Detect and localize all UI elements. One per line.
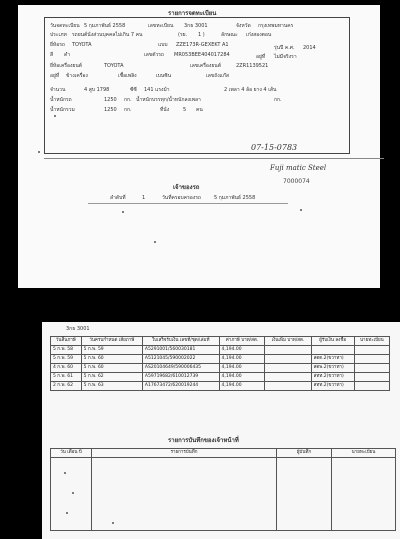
cell <box>265 373 311 382</box>
cell <box>265 355 311 364</box>
col-header: วัน เดือน ปี <box>51 449 92 458</box>
engine-no: 2ZR1139521 <box>236 63 269 69</box>
cell: 5 ก.พ. 58 <box>51 346 82 355</box>
col-header: ผู้บันทึก <box>277 449 332 458</box>
speck <box>154 241 156 243</box>
cell: 5 ก.พ. 60 <box>81 364 142 373</box>
weight-unit: กก. <box>124 97 132 103</box>
frame-divider <box>44 158 384 159</box>
table-row <box>51 364 390 373</box>
col-header: วันสิ้นภาษี <box>51 337 82 346</box>
owner-date-label: วันที่ครอบครองรถ <box>162 195 201 201</box>
owner-title: เจ้าของรถ <box>173 184 200 191</box>
table-row <box>51 346 390 355</box>
stamp-number: 7000074 <box>283 178 310 185</box>
cc-label: ซีซี <box>130 87 137 93</box>
brand: TOYOTA <box>72 42 92 48</box>
seats: 5 <box>183 107 187 113</box>
cell: 4,194.00 <box>219 346 265 355</box>
fuel: เบนซิน <box>156 73 172 79</box>
table-row <box>51 373 390 382</box>
speck <box>38 151 40 153</box>
engine-brand-label: ยี่ห้อเครื่องยนต์ <box>50 63 83 69</box>
weight: 1250 <box>104 97 117 103</box>
col-header: ค่าภาษี บาท/สต. <box>219 337 265 346</box>
handwritten-number: 07-15-0783 <box>251 143 298 152</box>
axle: 2 เพลา 4 ล้อ ยาง 4 เส้น <box>224 87 277 93</box>
total: 1250 <box>104 107 117 113</box>
tax-header-row <box>51 337 390 346</box>
handwritten-note: Fuji matic Steel <box>270 164 327 172</box>
speck <box>122 211 124 213</box>
cell: A5121045/590002022 <box>142 355 219 364</box>
cell: 5 ก.พ. 59 <box>81 346 142 355</box>
chassis: MR053BEE404017284 <box>174 52 230 58</box>
chassis-label: เลขตัวรถ <box>144 52 164 58</box>
cell: สทท.2(ขวาทา) <box>311 373 354 382</box>
cell <box>354 382 389 391</box>
gas-label: เลขถังแก๊ส <box>206 73 229 79</box>
speck <box>112 522 114 524</box>
reg-date: 5 กุมภาพันธ์ 2558 <box>84 23 126 29</box>
province-label: จังหวัด <box>236 23 251 29</box>
cell: 5 ก.พ. 59 <box>51 355 82 364</box>
location-label: อยู่ที่ <box>256 54 266 60</box>
col-header: ผู้รับเงิน ลงชื่อ <box>311 337 354 346</box>
cell: 4,194.00 <box>219 373 265 382</box>
owner-date: 5 กุมภาพันธ์ 2558 <box>214 195 256 201</box>
fuel-label: เชื้อเพลิง <box>118 73 137 79</box>
cell <box>354 373 389 382</box>
cell: 5 ก.พ. 63 <box>81 382 142 391</box>
cell: A17673472/620019244 <box>142 382 219 391</box>
cell <box>354 364 389 373</box>
hp: 141 แรงม้า <box>144 87 170 93</box>
speck <box>300 209 302 211</box>
owner-underline <box>88 203 288 204</box>
rod-value: 1 ) <box>198 32 205 38</box>
speck <box>72 492 74 494</box>
cell <box>311 346 354 355</box>
frame-bottom <box>44 153 350 154</box>
cell <box>265 364 311 373</box>
total-unit: กก. <box>124 107 132 113</box>
plate: 3กธ 3001 <box>184 23 208 29</box>
table-row <box>51 382 390 391</box>
cell <box>354 346 389 355</box>
cell: 5 ก.พ. 61 <box>51 373 82 382</box>
type-value: รถยนต์นั่งส่วนบุคคลไม่เกิน 7 คน <box>72 32 143 38</box>
rod-label: (รย. <box>178 32 188 38</box>
total-label: น้ำหนักรวม <box>50 107 75 113</box>
speck <box>64 472 66 474</box>
color: ดำ <box>64 52 71 58</box>
weight-label: น้ำหนักรถ <box>50 97 72 103</box>
col-header: นายทะเบียน <box>332 449 396 458</box>
owner-sub-label: ลำดับที่ <box>110 195 126 201</box>
frame-top <box>44 17 350 18</box>
location: ไม่มีจริงรา <box>274 54 297 60</box>
cell <box>265 382 311 391</box>
seats-unit: คน <box>196 107 203 113</box>
owner-no: 1 <box>142 195 146 201</box>
table-row <box>51 458 396 531</box>
engine-brand: TOYOTA <box>104 63 124 69</box>
type-label: ประเภท <box>50 32 67 38</box>
speck <box>66 512 68 514</box>
cell: A59719682/610012739 <box>142 373 219 382</box>
cell: 4,194.00 <box>219 355 265 364</box>
cell: AS20104649/590006435 <box>142 364 219 373</box>
tax-record-page <box>42 322 400 539</box>
load-label: น้ำหนักบรรทุก/น้ำหนักลงเพลา <box>136 97 201 103</box>
engine-loc: ข้างเครื่อง <box>66 73 88 79</box>
frame-right <box>349 17 350 153</box>
col-header: วันครบกำหนด เสียภาษี <box>81 337 142 346</box>
officer-title: รายการบันทึกของเจ้าหน้าที่ <box>168 437 239 444</box>
registration-page <box>18 5 380 288</box>
cell: สทท.2(ขวาทา) <box>311 382 354 391</box>
col-header: รายการบันทึก <box>92 449 277 458</box>
cell: สตต.2(ขวาทา) <box>311 355 354 364</box>
cell: 4 ก.พ. 60 <box>51 364 82 373</box>
cell: 2 ก.พ. 62 <box>51 382 82 391</box>
brand-label: ยี่ห้อรถ <box>50 42 65 48</box>
cell: 4,194.00 <box>219 364 265 373</box>
col-header: เงินเพิ่ม บาท/สต. <box>265 337 311 346</box>
model: ZZE173R-GEXEKT A1 <box>176 42 229 48</box>
engine-loc-label: อยู่ที่ <box>50 73 60 79</box>
tax-table <box>50 336 390 391</box>
plate-label: เลขทะเบียน <box>148 23 174 29</box>
year: 2014 <box>303 45 316 51</box>
model-label: แบบ <box>158 42 168 48</box>
table-row <box>51 355 390 364</box>
style-value: เก๋งสองตอน <box>246 32 272 38</box>
province: กรุงเทพมหานคร <box>258 23 294 29</box>
qty: 4 สูบ 1798 <box>84 87 110 93</box>
cell <box>354 355 389 364</box>
page-title: รายการจดทะเบียน <box>168 10 217 17</box>
cell: สตพ.2(ขวาทา) <box>311 364 354 373</box>
qty-label: จำนวน <box>50 87 66 93</box>
cell <box>265 346 311 355</box>
col-header: นายทะเบียน <box>354 337 389 346</box>
officer-table <box>50 448 396 531</box>
col-header: ใบเสร็จรับเงิน เลขที่/ชุด/เล่มที่ <box>142 337 219 346</box>
speck <box>54 115 56 117</box>
seats-label: ที่นั่ง <box>160 107 170 113</box>
frame-left <box>44 17 45 153</box>
load-unit: กก. <box>274 97 282 103</box>
cell: 4,194.00 <box>219 382 265 391</box>
engine-no-label: เลขเครื่องยนต์ <box>190 63 221 69</box>
officer-header-row <box>51 449 396 458</box>
cell: 5 ก.พ. 60 <box>81 355 142 364</box>
cell: A5291001/560030181 <box>142 346 219 355</box>
plate-header: 3กธ 3001 <box>66 326 90 332</box>
color-label: สี <box>50 52 54 58</box>
reg-date-label: วันจดทะเบียน <box>50 23 80 29</box>
year-label: รุ่นปี ค.ศ. <box>274 45 295 51</box>
cell: 5 ก.พ. 62 <box>81 373 142 382</box>
style-label: ลักษณะ <box>221 32 238 38</box>
